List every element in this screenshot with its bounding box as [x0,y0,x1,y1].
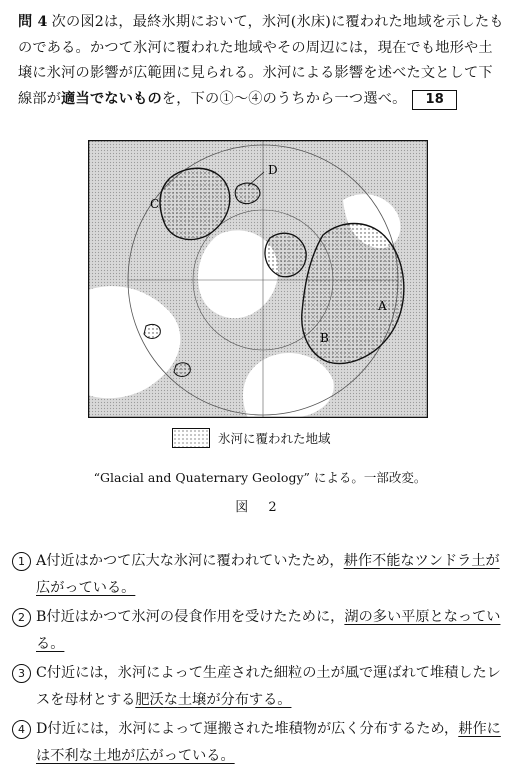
question-text [18,10,504,112]
map-label-a: A [378,299,387,313]
choice-4 [18,716,506,770]
question-body-2: を，下の①～④のうちから一つ選べ。 [161,90,407,107]
choice-3-underlined-1: 肥沃 [135,692,164,708]
figure-label: 図 2 [235,500,285,515]
choice-3-underlined-2: な [163,692,178,708]
small-ice-patch [174,363,190,377]
choice-2-text: B付近はかつて氷河の侵食作用を受けたために， [36,609,345,625]
map-legend [172,428,331,448]
choice-number-3: 3 [12,664,31,683]
question-emphasis: 適当でないもの [61,90,162,107]
question-number: 問 4 [18,14,48,30]
map-label-b: B [320,331,329,345]
legend-label: 氷河に覆われた地域 [218,431,331,446]
choice-1-text: A付近はかつて広大な氷河に覆われていたため， [36,553,344,569]
map-label-c: C [150,197,160,211]
choice-1-underlined: 耕作不能なツンドラ土が広がっている。 [36,553,500,596]
alps-ice [144,324,160,338]
map-svg [88,140,428,418]
figure-source: “Glacial and Quaternary Geology” による。一部改変。 [93,470,427,485]
figure-2-map [88,140,428,418]
greenland-ice-sheet [265,233,306,277]
choice-4-text: D付近には，氷河によって運搬された堆積物が広く分布するため， [36,721,459,737]
arctic-island-ice [235,183,260,203]
choice-3-underlined-4: が分布する。 [206,692,292,708]
choice-2 [18,604,506,658]
map-label-d: D [268,163,278,177]
choice-number-1: 1 [12,552,31,571]
choice-2-underlined: 湖の多い平原となっている。 [36,609,501,652]
question-body-1: 次の図2は，最終氷期において，氷河(氷床)に覆われた地域を示したものである。かつて氷河に覆われた地域やその周辺には，現在でも地形や土壌に氷河の影響が広範囲に見られる。氷河による影響を述べた文として下線部が [18,14,504,107]
choice-4-underlined: 耕作には不利な土地が広がっている。 [36,721,501,764]
choice-3-underlined-3: 土壌 [177,692,207,708]
choice-3-text: C付近には，氷河によって生産された細粒の土が風で運ばれて堆積したレスを母材とする [36,665,501,708]
answer-number-box: 18 [412,90,457,110]
choice-3 [18,660,506,714]
choice-1 [18,548,506,602]
legend-dot-swatch [172,428,210,448]
choice-number-2: 2 [12,608,31,627]
choice-number-4: 4 [12,720,31,739]
